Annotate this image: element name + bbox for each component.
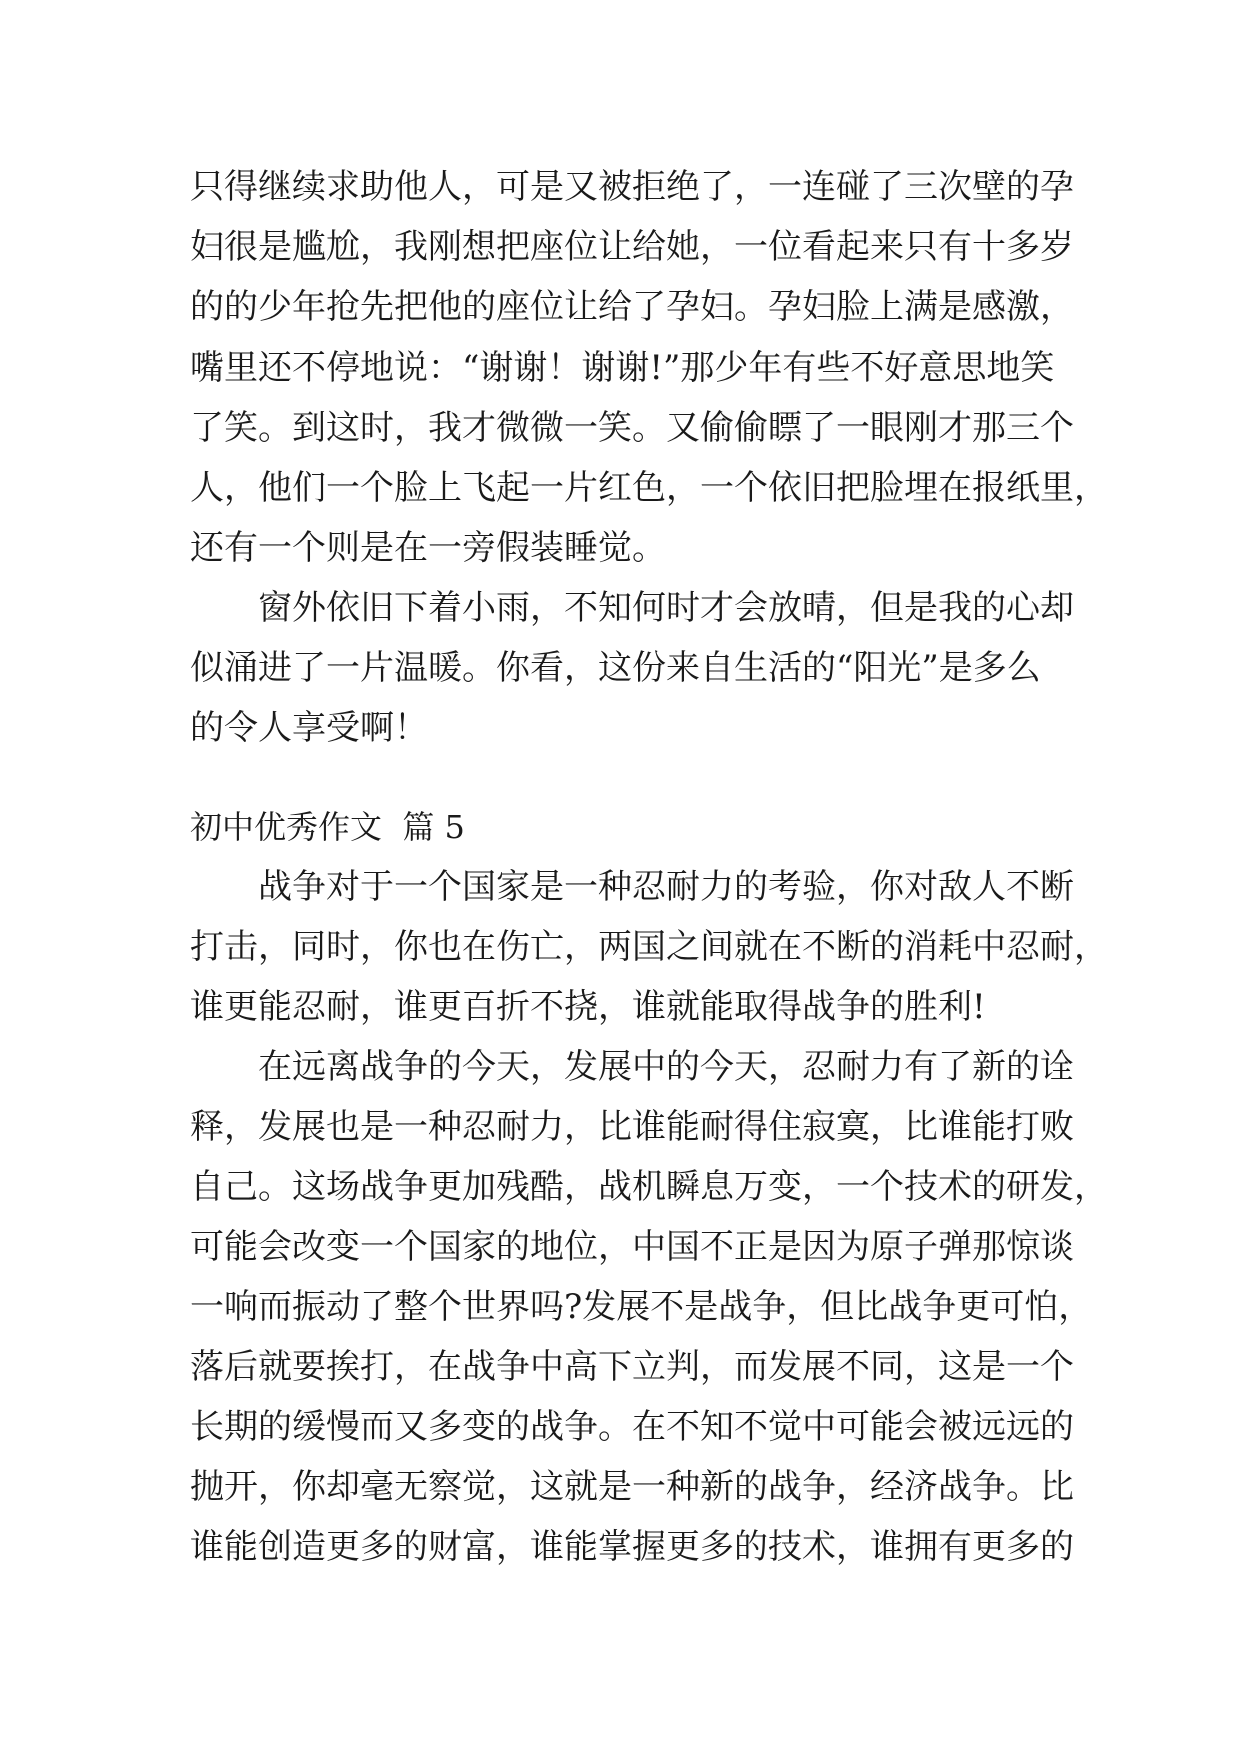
paragraph-4-line-9: 谁能创造更多的财富，谁能掌握更多的技术，谁拥有更多的 bbox=[190, 1527, 1074, 1567]
paragraph-4-line-1: 在远离战争的今天，发展中的今天，忍耐力有了新的诠 bbox=[258, 1047, 1074, 1087]
paragraph-4-line-8: 抛开，你却毫无察觉，这就是一种新的战争，经济战争。比 bbox=[190, 1467, 1074, 1507]
paragraph-1-line-1: 只得继续求助他人，可是又被拒绝了，一连碰了三次壁的孕 bbox=[190, 167, 1074, 207]
paragraph-1-line-5: 了笑。到这时，我才微微一笑。又偷偷瞟了一眼刚才那三个 bbox=[190, 408, 1074, 448]
paragraph-1-line-6: 人，他们一个脸上飞起一片红色，一个依旧把脸埋在报纸里， bbox=[190, 468, 1108, 508]
paragraph-1-line-2: 妇很是尴尬，我刚想把座位让给她，一位看起来只有十多岁 bbox=[190, 227, 1074, 267]
paragraph-3-line-3: 谁更能忍耐，谁更百折不挠，谁就能取得战争的胜利! bbox=[190, 987, 986, 1027]
paragraph-2-line-3: 的令人享受啊！ bbox=[190, 708, 428, 748]
paragraph-4-line-6: 落后就要挨打，在战争中高下立判，而发展不同，这是一个 bbox=[190, 1347, 1074, 1387]
paragraph-4-line-7: 长期的缓慢而又多变的战争。在不知不觉中可能会被远远的 bbox=[190, 1407, 1074, 1447]
paragraph-4-line-3: 自己。这场战争更加残酷，战机瞬息万变，一个技术的研发， bbox=[190, 1167, 1108, 1207]
paragraph-1-line-4: 嘴里还不停地说：“谢谢！谢谢!”那少年有些不好意思地笑 bbox=[190, 348, 1055, 388]
paragraph-1-line-7: 还有一个则是在一旁假装睡觉。 bbox=[190, 528, 666, 568]
paragraph-2-line-2: 似涌进了一片温暖。你看，这份来自生活的“阳光”是多么 bbox=[190, 648, 1041, 688]
paragraph-4-line-4: 可能会改变一个国家的地位，中国不正是因为原子弹那惊谈 bbox=[190, 1227, 1074, 1267]
paragraph-3-line-1: 战争对于一个国家是一种忍耐力的考验，你对敌人不断 bbox=[258, 867, 1074, 907]
paragraph-1-line-3: 的的少年抢先把他的座位让给了孕妇。孕妇脸上满是感激， bbox=[190, 287, 1074, 327]
section-heading: 初中优秀作文 篇 5 bbox=[190, 808, 465, 846]
paragraph-2-line-1: 窗外依旧下着小雨，不知何时才会放晴，但是我的心却 bbox=[258, 588, 1074, 628]
paragraph-3-line-2: 打击，同时，你也在伤亡，两国之间就在不断的消耗中忍耐， bbox=[190, 927, 1108, 967]
paragraph-4-line-2: 释，发展也是一种忍耐力，比谁能耐得住寂寞，比谁能打败 bbox=[190, 1107, 1074, 1147]
paragraph-4-line-5: 一响而振动了整个世界吗?发展不是战争，但比战争更可怕， bbox=[190, 1287, 1093, 1327]
